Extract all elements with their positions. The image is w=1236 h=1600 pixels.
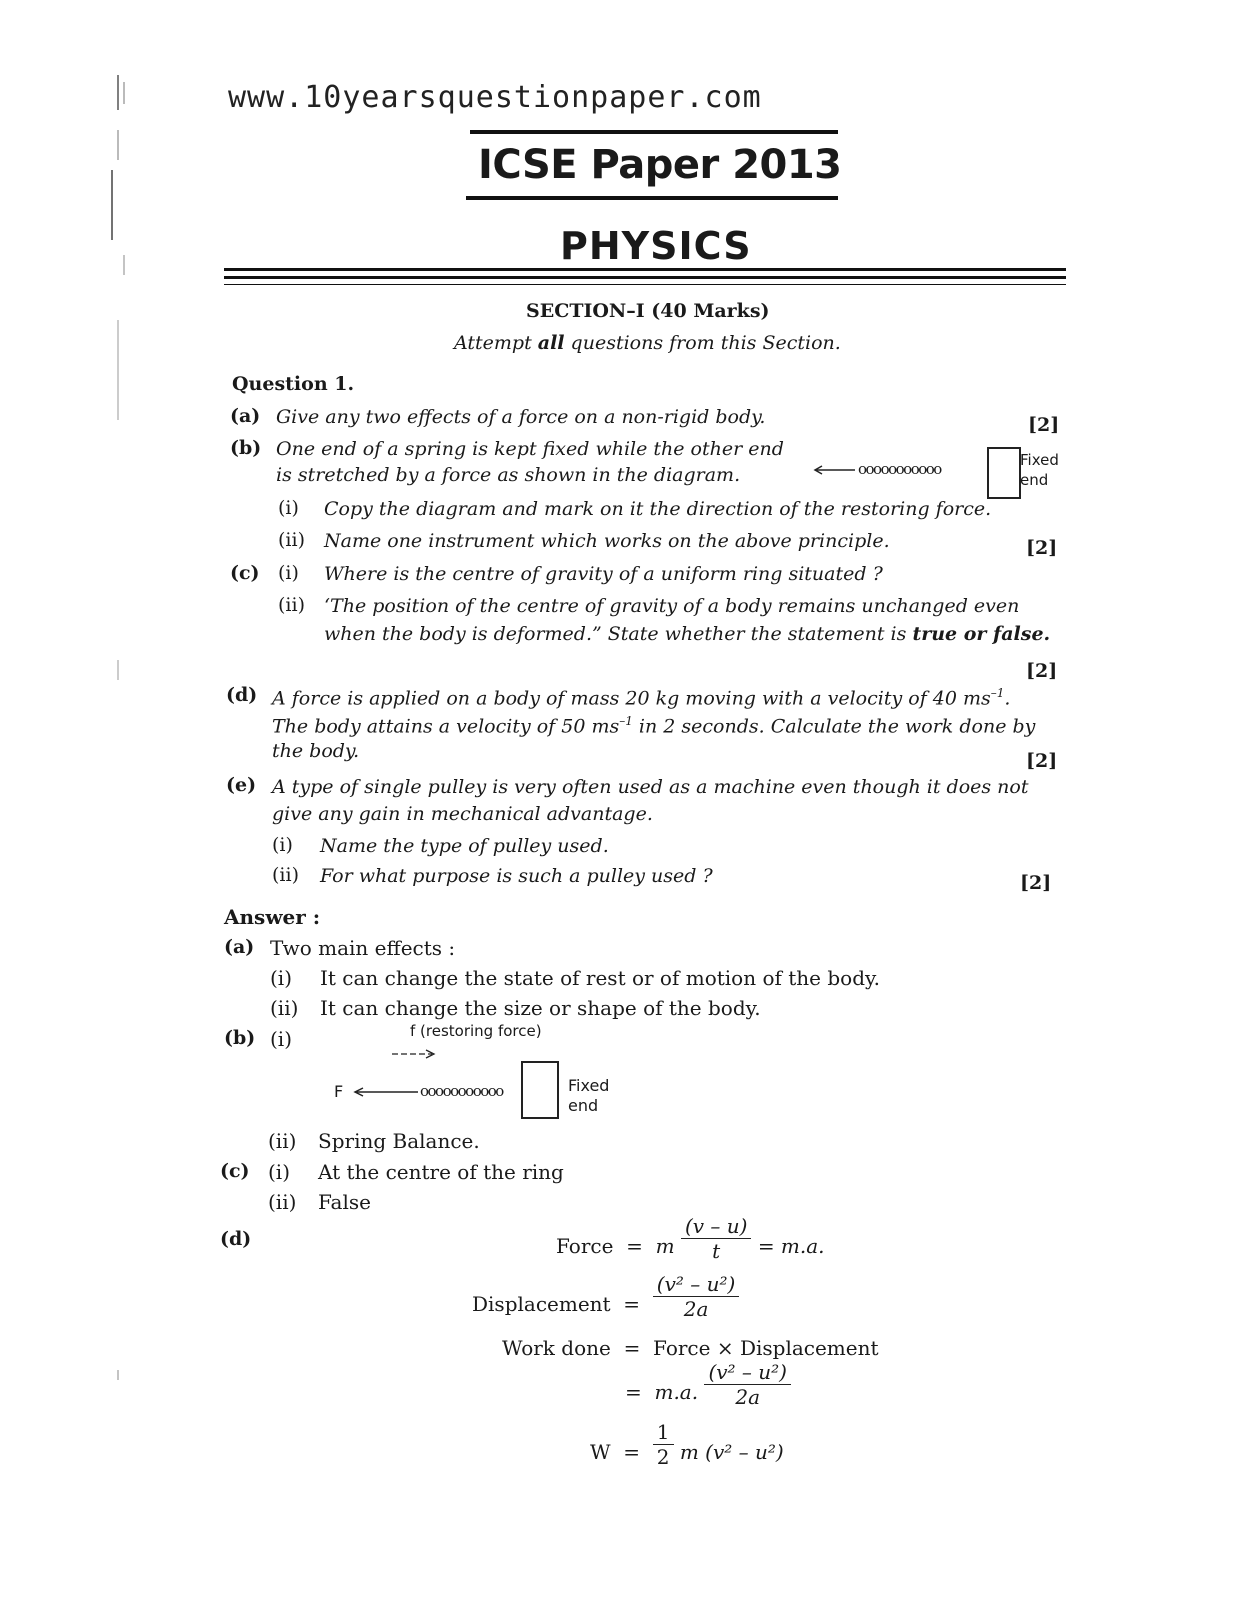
eq-force: Force = m $\frac{(v - u)}{t}$ = m.a. [556, 1214, 825, 1263]
diagram-end-label: end [1020, 471, 1049, 489]
force-f-label: F [334, 1082, 344, 1101]
q-a-text: Give any two effects of a force on a non-rigid body. [276, 406, 766, 428]
q-e-ii-label: (ii) [272, 864, 299, 886]
eq-displacement: Displacement = $\frac{\text{(v² – u²)}}{2a}$ [472, 1290, 739, 1321]
scan-margin-marks [108, 70, 138, 1430]
q-e-marks: [2] [1020, 872, 1052, 894]
subject-rule-1 [224, 268, 1066, 271]
ans-a-ii-text: It can change the size or shape of the body. [320, 996, 761, 1020]
ans-a-label: (a) [224, 936, 255, 958]
answer-end-label: end [568, 1096, 599, 1115]
q-d-label: (d) [226, 684, 258, 706]
ans-b-ii-label: (ii) [268, 1129, 297, 1153]
q-a-marks: [2] [1028, 414, 1060, 436]
ans-a-text: Two main effects : [270, 936, 456, 960]
subject-rule-3 [224, 284, 1066, 285]
ans-c-i-text: At the centre of the ring [318, 1160, 564, 1184]
q-d-line1: A force is applied on a body of mass 20 kg moving with a velocity of 40 $ms^{-1}$. [272, 686, 1011, 710]
ans-c-ii-label: (ii) [268, 1190, 297, 1214]
ans-a-ii-label: (ii) [270, 996, 299, 1020]
answer-spring-coil: ooooooooooo [420, 1082, 503, 1100]
q-c-ii-line2: when the body is deformed.” State whether the statement is true or false. [324, 623, 1051, 645]
eq-work-expanded: = m.a. $\frac{\text{(v² – u²)}}{2a}$ [625, 1378, 791, 1409]
website-url: www.10yearsquestionpaper.com [228, 80, 762, 115]
q-b-marks: [2] [1026, 537, 1058, 559]
ans-b-label: (b) [224, 1027, 256, 1049]
q-b-i-label: (i) [278, 497, 299, 519]
ans-c-ii-text: False [318, 1190, 371, 1214]
ans-b-i-label: (i) [270, 1027, 293, 1051]
q-c-i-label: (i) [278, 562, 299, 584]
q-c-ii-line1: ‘The position of the centre of gravity of a body remains unchanged even [324, 595, 1020, 617]
q-e-line1: A type of single pulley is very often used as a machine even though it does not [272, 776, 1029, 798]
paper-title: ICSE Paper 2013 [478, 142, 842, 188]
subject-title: PHYSICS [560, 224, 752, 268]
answer-spring-diagram [330, 1024, 650, 1140]
title-rule-top [470, 130, 838, 134]
ans-a-i-label: (i) [270, 966, 293, 990]
question-heading: Question 1. [232, 373, 355, 395]
diagram-fixed-label: Fixed [1020, 451, 1059, 469]
ans-c-i-label: (i) [268, 1160, 291, 1184]
q-a-label: (a) [230, 405, 261, 427]
q-e-line2: give any gain in mechanical advantage. [272, 803, 653, 825]
q-c-i-text: Where is the centre of gravity of a uniform ring situated ? [324, 563, 883, 585]
q-b-line1: One end of a spring is kept fixed while the other end [276, 438, 784, 460]
answer-fixed-label: Fixed [568, 1076, 610, 1095]
q-d-line2: The body attains a velocity of 50 $ms^{-1}$ in 2 seconds. Calculate the work done by [272, 714, 1036, 738]
ans-a-i-text: It can change the state of rest or of motion of the body. [320, 966, 880, 990]
q-c-label: (c) [230, 562, 260, 584]
q-c-ii-label: (ii) [278, 594, 305, 616]
section-heading: SECTION–I (40 Marks) [526, 300, 770, 322]
q-e-label: (e) [226, 774, 257, 796]
q-b-label: (b) [230, 437, 262, 459]
q-e-i-label: (i) [272, 834, 293, 856]
ans-c-label: (c) [220, 1160, 250, 1182]
title-rule-bottom [466, 196, 838, 200]
spring-coil: ooooooooooo [858, 460, 941, 478]
question-spring-diagram [810, 440, 1070, 502]
q-e-ii-text: For what purpose is such a pulley used ? [320, 865, 713, 887]
q-c-marks: [2] [1026, 660, 1058, 682]
eq-work-final: W = $\frac{1}{2}$ m (v² – u²) [590, 1420, 784, 1469]
q-d-marks: [2] [1026, 750, 1058, 772]
subject-rule-2 [224, 276, 1066, 279]
ans-d-label: (d) [220, 1228, 252, 1250]
q-d-line3: the body. [272, 740, 360, 762]
ans-b-ii-text: Spring Balance. [318, 1129, 480, 1153]
eq-work-done: Work done = Force × Displacement [502, 1336, 879, 1360]
q-b-line2: is stretched by a force as shown in the diagram. [276, 464, 741, 486]
q-b-ii-label: (ii) [278, 529, 305, 551]
q-b-ii-text: Name one instrument which works on the above principle. [324, 530, 890, 552]
restoring-force-label: f (restoring force) [410, 1022, 542, 1040]
q-b-i-text: Copy the diagram and mark on it the direction of the restoring force. [324, 498, 992, 520]
q-e-i-text: Name the type of pulley used. [320, 835, 609, 857]
answer-heading: Answer : [224, 905, 321, 929]
section-instruction: Attempt all questions from this Section. [454, 332, 841, 354]
